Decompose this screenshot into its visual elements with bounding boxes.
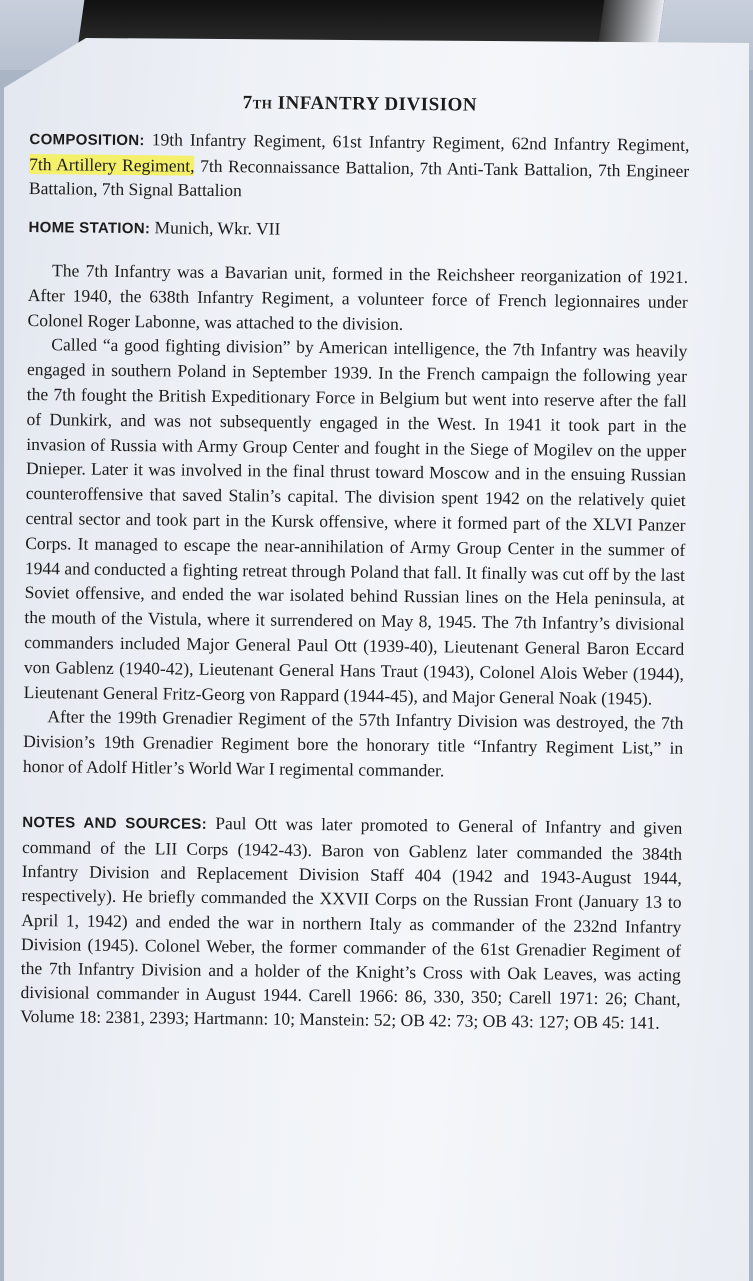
composition-text-before: 19th Infantry Regiment, 61st Infantry Regiment, 62nd Infantry Regiment, — [144, 129, 690, 155]
history-paragraph-1: The 7th Infantry was a Bavarian unit, formed in the Reichsheer reorganization of 1921. After 1940, the 638th Infantry Regiment, a volunteer force of French legionnaires under Colonel Roger Labonne, was attached to the division. — [27, 260, 689, 334]
history-paragraph-2: Called “a good fighting division” by American intelligence, the 7th Infantry was heavily engaged in southern Poland in September 1939. In the French campaign the following year the 7th fought the British Expeditionary Force in Belgium but went into reserve after the fall of Dunkirk, and was not subsequently engaged in the West. In 1941 it took part in the invasion of Russia with Army Group Center and fought in the Siege of Mogilev on the upper Dnieper. Later it was involved in the final thrust toward Moscow and in the ensuing Russian counteroffensive that saved Stalin’s capital. The division spent 1942 on the relatively quiet central sector and took part in the Kursk offensive, where it formed part of the XLVI Panzer Corps. It managed to escape the near-annihilation of Army Group Center in the summer of 1944 and conducted a fighting retreat through Poland that fall. It finally was cut off by the last Soviet offensive, and ended the war isolated behind Russian lines on the Hela peninsula, at the mouth of the Vistula, where it surrendered on May 8, 1945. The 7th Infantry’s divisional commanders included Major General Paul Ott (1939-40), Lieutenant General Baron Eccard von Gablenz (1940-42), Lieutenant General Hans Traut (1943), Colonel Alois Weber (1944), Lieutenant General Fritz-Georg von Rappard (1944-45), and Major General Noak (1945). — [23, 334, 688, 709]
home-station-value: Munich, Wkr. VII — [150, 217, 281, 239]
composition-text-after: 7th Reconnaissance Battalion, 7th Anti-Tank Battalion, 7th Engineer Battalion, 7th Signal Battalion — [28, 155, 690, 201]
notes-label: NOTES AND SOURCES: — [22, 813, 208, 833]
composition-label: COMPOSITION: — [29, 130, 145, 150]
history-paragraph-3: After the 199th Grenadier Regiment of the 57th Infantry Division was destroyed, the 7th Division’s 19th Grenadier Regiment bore the honorary title “Infantry Regiment List,” in honor of Adolf Hitler’s World War I regimental commander. — [22, 706, 684, 781]
highlighted-artillery-regiment: 7th Artillery Regiment, — [29, 153, 195, 176]
home-station-label: HOME STATION: — [28, 218, 151, 238]
document-content — [20, 90, 690, 1035]
notes-and-sources-section — [20, 809, 682, 1036]
composition-section — [29, 126, 690, 207]
home-station-section — [28, 214, 688, 247]
notes-text: Paul Ott was later promoted to General of Infantry and given command of the LII Corps (1942-43). Baron von Gablenz later commanded the 384th Infantry Division and Replacement Division Staff 404 (1942 and 1943-August 1944, respectively). He briefly commanded the XXVII Corps on the Russian Front (January 13 to April 1, 1942) and ended the war in northern Italy as commander of the 232nd Infantry Division (1945). Colonel Weber, the former commander of the 61st Grenadier Regiment of the 7th Infantry Division and a holder of the Knight’s Cross with Oak Leaves, was acting divisional commander in August 1944. Carell 1966: 86, 330, 350; Carell 1971: 26; Chant, Volume 18: 2381, 2393; Hartmann: 10; Manstein: 52; OB 42: 73; OB 43: 127; OB 45: 141. — [20, 812, 683, 1034]
division-title: 7th INFANTRY DIVISION — [242, 92, 478, 116]
